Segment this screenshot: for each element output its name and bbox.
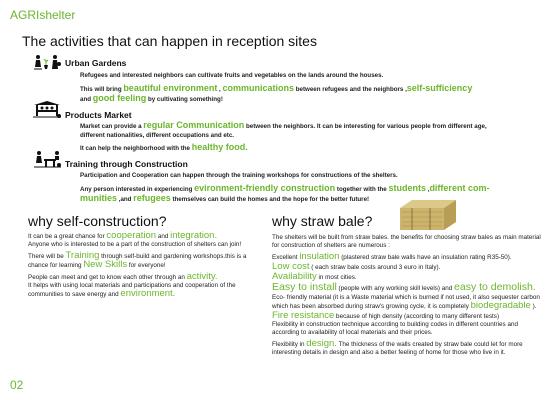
activity-text-urban-gardens: Refugees and interested neighbors can cultivate fruits and vegetables on the lands around the houses. This will bring beautiful environment , communications between refugees and the neighbors ,self-sufficiency and good feeling by cultivating something! [80,72,473,104]
activity-heading-products-market: Products Market [57,110,132,120]
straw-bale-image [396,198,458,232]
straw-bale-title: why straw bale? [272,213,373,229]
activity-text-training: Participation and Cooperation can happen through the training workshops for constructions of the shelters. Any person interested in experiencing evironment-friendly construction together with the students ,different com-munities ,and refugees themselves can build the homes and the hope for the better future! [80,172,490,204]
straw-bale-text: The shelters will be built from straw bales. the benefits for choosing straw bales as main material for construction of shelters are numerous : Excellent insulation (plastered straw bale walls have an insulation rating R35-50). Low cost ( each straw bale costs around 3 euro in Italy). Availability in most cities. Easy to install (people with any working skill levels) and easy to demolish. Eco- friendly material (it is a Waste material which is burned if not used, it also sequester carbon which has been absorbed during straw's growing cycle, it is completely biodegradable ). Fire resistance because of high density (according to many different tests) Flexibility in construction technique according to building codes in different countries and according to availability of local materials and their prices. Flexibility in design. The thickness of the walls created by straw bale could let for more interesting details in design and also a better feeling of home for those who live in it. [272,234,541,356]
activity-text-products-market: Market can provide a regular Communication between the neighbors. It can be interesting for various people from different age, different nationalities, different occupations and etc. It can help the neighborhood with the healthy food. [80,120,487,153]
activity-heading-training: Training through Construction [57,159,188,169]
activity-heading-urban-gardens: Urban Gardens [57,58,126,68]
page-number: 02 [10,378,24,392]
self-construction-text: It can be a great chance for cooperation and integration. Anyone who is interested to be a part of the construction of shelters can join! There will be Training through self-build and gardening workshops.this is a chance for learning New Skills for everyone! People can meet and get to know each other through an activity. It helps with using local materials and participations and cooperation of the communities to save energy and environment. [28,230,247,299]
self-construction-title: why self-construction? [28,213,167,229]
page-title: The activities that can happen in reception sites [22,33,317,49]
brand-logo-text: AGRIshelter [10,8,76,22]
